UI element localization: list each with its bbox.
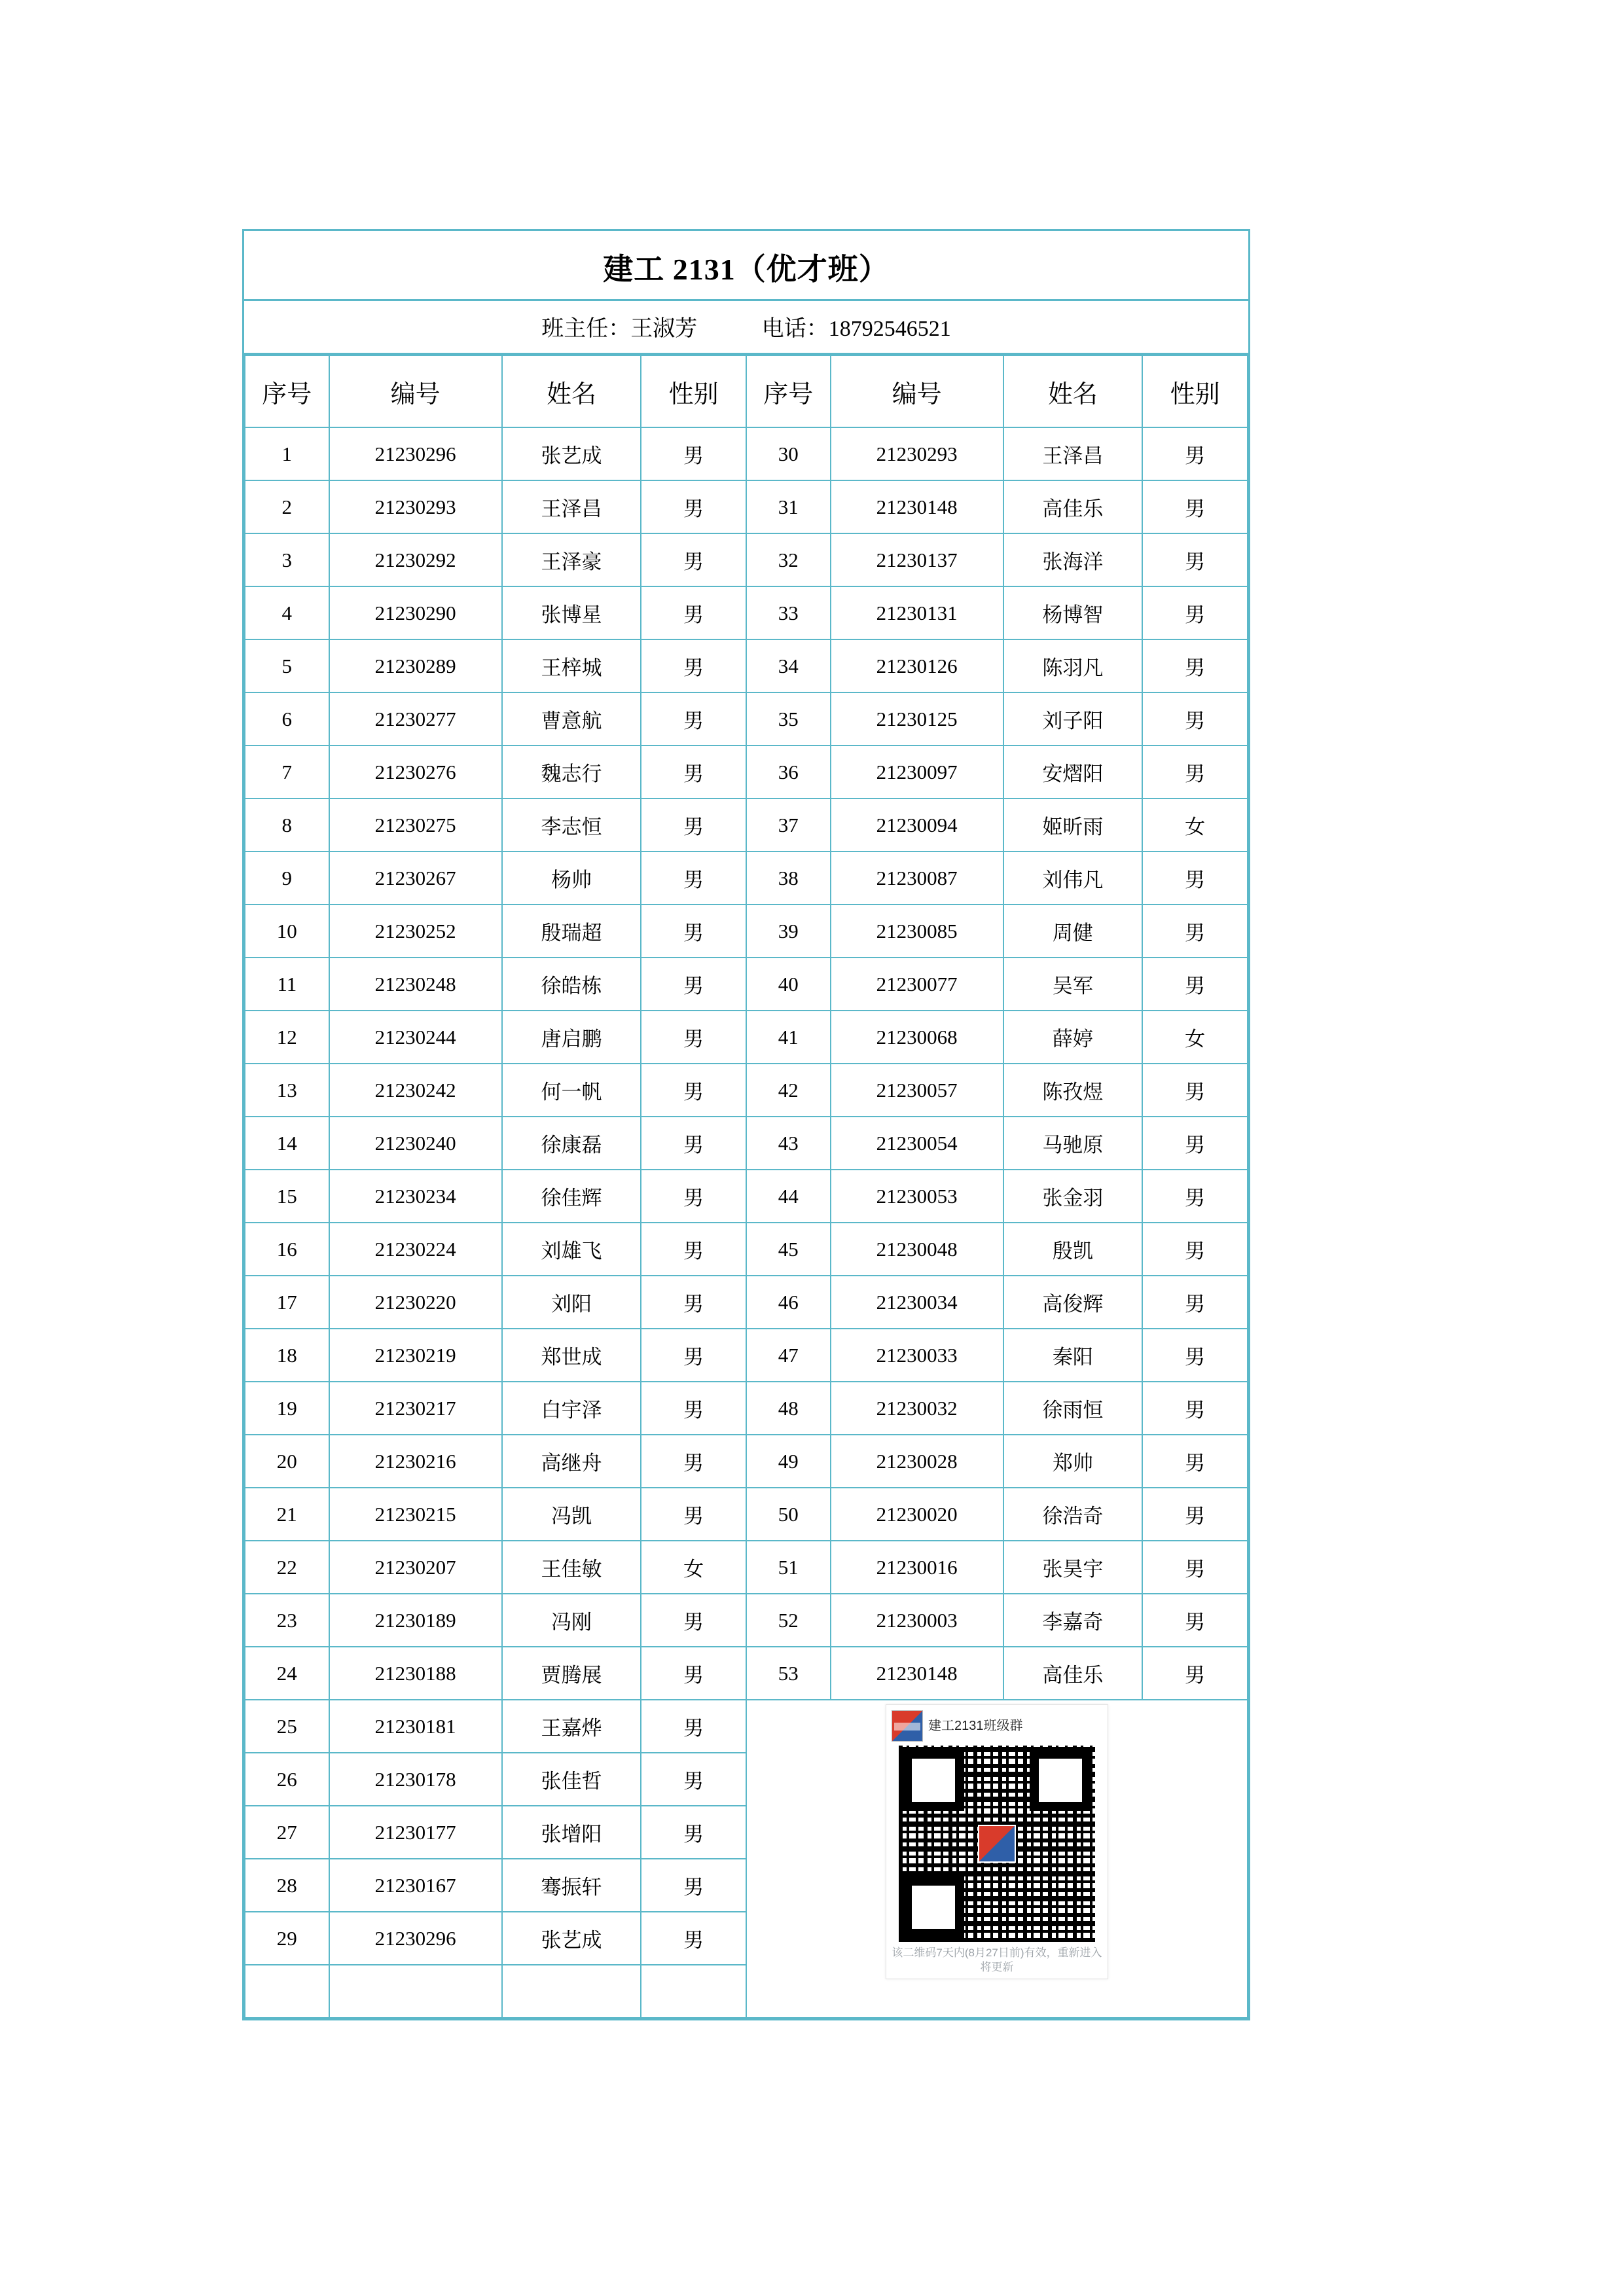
cell-right-name: 张昊宇 [1003,1541,1142,1594]
table-row [245,1647,1248,1700]
cell-right-name: 殷凯 [1003,1223,1142,1276]
cell-left-seq: 28 [245,1859,329,1912]
cell-right-name: 高佳乐 [1003,1647,1142,1700]
cell-right-id: 21230053 [831,1170,1003,1223]
cell-right-id: 21230085 [831,905,1003,958]
table-row [245,798,1248,852]
cell-left-id: 21230276 [329,745,502,798]
cell-right-seq: 47 [746,1329,831,1382]
cell-left-id: 21230252 [329,905,502,958]
cell-left-sex: 男 [641,1488,746,1541]
cell-left-seq: 10 [245,905,329,958]
cell-right-seq: 43 [746,1117,831,1170]
cell-left-id: 21230220 [329,1276,502,1329]
table-row [245,1064,1248,1117]
cell-right-seq: 45 [746,1223,831,1276]
cell-right-seq: 46 [746,1276,831,1329]
cell-right-name: 刘伟凡 [1003,852,1142,905]
table-row [245,852,1248,905]
cell-left-sex: 男 [641,427,746,480]
cell-left-sex: 男 [641,692,746,745]
cell-left-seq: 1 [245,427,329,480]
table-row [245,480,1248,533]
cell-left-id [329,1965,502,2018]
cell-right-name: 安熠阳 [1003,745,1142,798]
cell-right-sex: 男 [1142,1276,1248,1329]
cell-left-seq: 2 [245,480,329,533]
cell-right-sex: 男 [1142,958,1248,1011]
cell-left-seq: 7 [245,745,329,798]
cell-right-name: 吴军 [1003,958,1142,1011]
cell-left-name: 王佳敏 [502,1541,641,1594]
cell-left-name: 殷瑞超 [502,905,641,958]
cell-left-seq: 25 [245,1700,329,1753]
cell-left-id: 21230292 [329,533,502,586]
cell-right-id: 21230034 [831,1276,1003,1329]
col-header-id-right: 编号 [831,355,1003,427]
col-header-sex-right: 性别 [1142,355,1248,427]
cell-right-seq: 44 [746,1170,831,1223]
cell-right-seq: 52 [746,1594,831,1647]
cell-right-name: 马驰原 [1003,1117,1142,1170]
cell-right-id: 21230148 [831,480,1003,533]
qr-finder-bottom-left-icon [903,1876,964,1938]
cell-left-name: 王嘉烨 [502,1700,641,1753]
table-row [245,1223,1248,1276]
cell-left-name: 张艺成 [502,427,641,480]
cell-left-sex: 男 [641,1382,746,1435]
cell-right-name: 刘子阳 [1003,692,1142,745]
cell-left-id: 21230215 [329,1488,502,1541]
cell-right-name: 周健 [1003,905,1142,958]
cell-right-name: 陈孜煜 [1003,1064,1142,1117]
cell-left-id: 21230216 [329,1435,502,1488]
cell-left-sex: 男 [641,905,746,958]
cell-right-id: 21230057 [831,1064,1003,1117]
cell-left-sex: 男 [641,852,746,905]
cell-left-name: 张佳哲 [502,1753,641,1806]
cell-right-name: 郑帅 [1003,1435,1142,1488]
cell-right-sex: 男 [1142,1117,1248,1170]
cell-right-id: 21230033 [831,1329,1003,1382]
cell-right-seq: 37 [746,798,831,852]
cell-left-seq: 5 [245,639,329,692]
cell-left-seq: 24 [245,1647,329,1700]
page-title: 建工 2131（优才班） [603,253,890,286]
cell-right-seq: 49 [746,1435,831,1488]
cell-left-seq: 13 [245,1064,329,1117]
cell-right-id: 21230137 [831,533,1003,586]
class-roster-sheet [242,229,1250,2020]
table-row [245,427,1248,480]
col-header-seq-right: 序号 [746,355,831,427]
cell-right-name: 徐浩奇 [1003,1488,1142,1541]
cell-left-name: 白宇泽 [502,1382,641,1435]
cell-right-sex: 男 [1142,586,1248,639]
cell-right-id: 21230097 [831,745,1003,798]
cell-left-id: 21230244 [329,1011,502,1064]
cell-right-seq: 36 [746,745,831,798]
cell-right-sex: 女 [1142,798,1248,852]
cell-left-name: 徐康磊 [502,1117,641,1170]
cell-left-seq: 4 [245,586,329,639]
table-row [245,1435,1248,1488]
cell-right-seq: 34 [746,639,831,692]
cell-right-name: 李嘉奇 [1003,1594,1142,1647]
cell-left-name: 魏志行 [502,745,641,798]
qr-card-cell [746,1700,1248,2018]
cell-right-name: 张金羽 [1003,1170,1142,1223]
cell-right-seq: 50 [746,1488,831,1541]
cell-left-id: 21230188 [329,1647,502,1700]
cell-right-seq: 53 [746,1647,831,1700]
cell-left-id: 21230181 [329,1700,502,1753]
cell-left-id: 21230167 [329,1859,502,1912]
cell-right-sex: 男 [1142,427,1248,480]
cell-left-seq: 18 [245,1329,329,1382]
cell-left-id: 21230177 [329,1806,502,1859]
qr-expiry-note: 该二维码7天内(8月27日前)有效，重新进入将更新 [892,1946,1102,1974]
qr-card-header [892,1710,1102,1742]
sheet-subtitle-row [244,301,1248,355]
cell-right-id: 21230048 [831,1223,1003,1276]
cell-left-name: 骞振轩 [502,1859,641,1912]
cell-left-sex: 男 [641,745,746,798]
cell-right-sex: 男 [1142,639,1248,692]
cell-left-id: 21230224 [329,1223,502,1276]
cell-right-seq: 30 [746,427,831,480]
cell-right-name: 王泽昌 [1003,427,1142,480]
group-name-label: 建工2131班级群 [928,1718,1023,1733]
cell-right-name: 姬昕雨 [1003,798,1142,852]
teacher-label: 班主任：王淑芳 [541,317,698,341]
cell-right-id: 21230125 [831,692,1003,745]
col-header-name-right: 姓名 [1003,355,1142,427]
cell-right-id: 21230148 [831,1647,1003,1700]
phone-label: 电话：18792546521 [761,317,951,341]
cell-right-seq: 33 [746,586,831,639]
col-header-id-left: 编号 [329,355,502,427]
table-row [245,1170,1248,1223]
cell-left-sex: 女 [641,1541,746,1594]
cell-left-name: 王泽昌 [502,480,641,533]
table-row [245,533,1248,586]
cell-right-sex: 男 [1142,905,1248,958]
cell-right-seq: 39 [746,905,831,958]
cell-left-id: 21230277 [329,692,502,745]
cell-left-sex: 男 [641,1276,746,1329]
cell-left-seq: 3 [245,533,329,586]
cell-right-sex: 男 [1142,745,1248,798]
cell-left-sex: 男 [641,1859,746,1912]
cell-left-id: 21230267 [329,852,502,905]
cell-right-seq: 51 [746,1541,831,1594]
cell-left-seq [245,1965,329,2018]
table-header [245,355,1248,427]
cell-left-id: 21230219 [329,1329,502,1382]
cell-left-name: 刘雄飞 [502,1223,641,1276]
table-row [245,1329,1248,1382]
cell-right-sex: 男 [1142,1329,1248,1382]
table-row [245,958,1248,1011]
cell-left-sex: 男 [641,639,746,692]
cell-left-seq: 21 [245,1488,329,1541]
cell-right-id: 21230087 [831,852,1003,905]
cell-left-id: 21230289 [329,639,502,692]
cell-right-id: 21230131 [831,586,1003,639]
cell-left-sex: 男 [641,1223,746,1276]
cell-left-seq: 27 [245,1806,329,1859]
cell-left-sex: 男 [641,586,746,639]
cell-left-seq: 17 [245,1276,329,1329]
cell-left-seq: 22 [245,1541,329,1594]
cell-left-id: 21230217 [329,1382,502,1435]
cell-left-id: 21230290 [329,586,502,639]
cell-right-id: 21230032 [831,1382,1003,1435]
cell-left-sex: 男 [641,533,746,586]
cell-right-seq: 42 [746,1064,831,1117]
cell-right-sex: 男 [1142,1647,1248,1700]
table-row [245,1117,1248,1170]
cell-right-id: 21230077 [831,958,1003,1011]
cell-left-sex: 男 [641,1064,746,1117]
cell-right-id: 21230016 [831,1541,1003,1594]
cell-left-sex: 男 [641,1117,746,1170]
col-header-seq-left: 序号 [245,355,329,427]
col-header-name-left: 姓名 [502,355,641,427]
cell-left-name: 张博星 [502,586,641,639]
cell-right-id: 21230003 [831,1594,1003,1647]
cell-right-seq: 48 [746,1382,831,1435]
table-row [245,905,1248,958]
cell-left-sex: 男 [641,1912,746,1965]
table-row [245,1541,1248,1594]
cell-right-id: 21230054 [831,1117,1003,1170]
cell-left-sex: 男 [641,1011,746,1064]
cell-left-seq: 14 [245,1117,329,1170]
table-row [245,586,1248,639]
cell-left-id: 21230275 [329,798,502,852]
cell-right-sex: 男 [1142,692,1248,745]
cell-right-sex: 男 [1142,480,1248,533]
cell-left-name: 高继舟 [502,1435,641,1488]
cell-right-seq: 38 [746,852,831,905]
cell-left-name [502,1965,641,2018]
cell-left-id: 21230242 [329,1064,502,1117]
cell-right-sex: 女 [1142,1011,1248,1064]
cell-left-name: 王泽豪 [502,533,641,586]
cell-left-seq: 19 [245,1382,329,1435]
cell-left-name: 何一帆 [502,1064,641,1117]
cell-right-name: 薛婷 [1003,1011,1142,1064]
cell-right-sex: 男 [1142,533,1248,586]
cell-left-sex: 男 [641,798,746,852]
qr-code-image[interactable] [899,1746,1095,1942]
cell-left-name: 李志恒 [502,798,641,852]
cell-right-sex: 男 [1142,1170,1248,1223]
table-row [245,1594,1248,1647]
table-row [245,1382,1248,1435]
cell-left-id: 21230240 [329,1117,502,1170]
cell-left-sex: 男 [641,958,746,1011]
cell-left-seq: 8 [245,798,329,852]
cell-left-seq: 29 [245,1912,329,1965]
cell-left-id: 21230234 [329,1170,502,1223]
cell-left-seq: 16 [245,1223,329,1276]
table-row [245,639,1248,692]
cell-left-sex: 男 [641,1806,746,1859]
cell-right-name: 高佳乐 [1003,480,1142,533]
cell-right-id: 21230126 [831,639,1003,692]
table-row [245,1700,1248,1753]
qr-center-logo-icon [978,1825,1016,1863]
cell-right-sex: 男 [1142,1223,1248,1276]
cell-left-name: 徐佳辉 [502,1170,641,1223]
cell-right-id: 21230293 [831,427,1003,480]
cell-left-sex: 男 [641,1700,746,1753]
subtitle-group [541,310,951,342]
cell-left-seq: 6 [245,692,329,745]
cell-left-sex: 男 [641,1647,746,1700]
cell-right-sex: 男 [1142,1382,1248,1435]
cell-left-seq: 11 [245,958,329,1011]
table-row [245,1276,1248,1329]
cell-right-sex: 男 [1142,1541,1248,1594]
cell-left-id: 21230296 [329,427,502,480]
cell-left-id: 21230178 [329,1753,502,1806]
cell-right-name: 秦阳 [1003,1329,1142,1382]
table-row [245,1488,1248,1541]
cell-left-name: 贾腾展 [502,1647,641,1700]
cell-left-name: 曹意航 [502,692,641,745]
cell-left-sex: 男 [641,1594,746,1647]
cell-right-seq: 35 [746,692,831,745]
cell-left-name: 郑世成 [502,1329,641,1382]
cell-left-seq: 26 [245,1753,329,1806]
cell-left-sex: 男 [641,1753,746,1806]
cell-right-seq: 32 [746,533,831,586]
table-row [245,1011,1248,1064]
cell-left-name: 唐启鹏 [502,1011,641,1064]
cell-left-id: 21230207 [329,1541,502,1594]
cell-left-name: 杨帅 [502,852,641,905]
cell-right-name: 高俊辉 [1003,1276,1142,1329]
wechat-group-qr-card[interactable] [886,1704,1108,1979]
table-row [245,692,1248,745]
cell-right-name: 陈羽凡 [1003,639,1142,692]
cell-left-id: 21230293 [329,480,502,533]
cell-right-name: 徐雨恒 [1003,1382,1142,1435]
cell-right-name: 杨博智 [1003,586,1142,639]
group-avatar-icon [892,1710,923,1742]
cell-right-sex: 男 [1142,1064,1248,1117]
cell-right-id: 21230020 [831,1488,1003,1541]
cell-left-sex: 男 [641,1329,746,1382]
table-row [245,745,1248,798]
cell-right-sex: 男 [1142,1435,1248,1488]
col-header-sex-left: 性别 [641,355,746,427]
cell-right-id: 21230028 [831,1435,1003,1488]
cell-left-id: 21230248 [329,958,502,1011]
cell-left-name: 张艺成 [502,1912,641,1965]
cell-left-seq: 9 [245,852,329,905]
cell-left-name: 徐皓栋 [502,958,641,1011]
cell-left-name: 冯凯 [502,1488,641,1541]
cell-right-seq: 41 [746,1011,831,1064]
cell-left-sex: 男 [641,1170,746,1223]
cell-left-name: 冯刚 [502,1594,641,1647]
cell-right-id: 21230068 [831,1011,1003,1064]
cell-right-seq: 31 [746,480,831,533]
cell-left-name: 王梓城 [502,639,641,692]
roster-table [244,355,1248,2018]
cell-left-id: 21230296 [329,1912,502,1965]
cell-left-seq: 15 [245,1170,329,1223]
header-row [245,355,1248,427]
cell-right-seq: 40 [746,958,831,1011]
cell-right-name: 张海洋 [1003,533,1142,586]
cell-left-id: 21230189 [329,1594,502,1647]
cell-right-sex: 男 [1142,1488,1248,1541]
table-body [245,427,1248,2018]
cell-left-seq: 12 [245,1011,329,1064]
cell-left-sex: 男 [641,480,746,533]
cell-left-name: 张增阳 [502,1806,641,1859]
cell-left-sex [641,1965,746,2018]
cell-left-seq: 23 [245,1594,329,1647]
cell-right-sex: 男 [1142,852,1248,905]
cell-right-sex: 男 [1142,1594,1248,1647]
cell-left-sex: 男 [641,1435,746,1488]
cell-left-seq: 20 [245,1435,329,1488]
cell-right-id: 21230094 [831,798,1003,852]
cell-left-name: 刘阳 [502,1276,641,1329]
sheet-title-row [244,231,1248,301]
